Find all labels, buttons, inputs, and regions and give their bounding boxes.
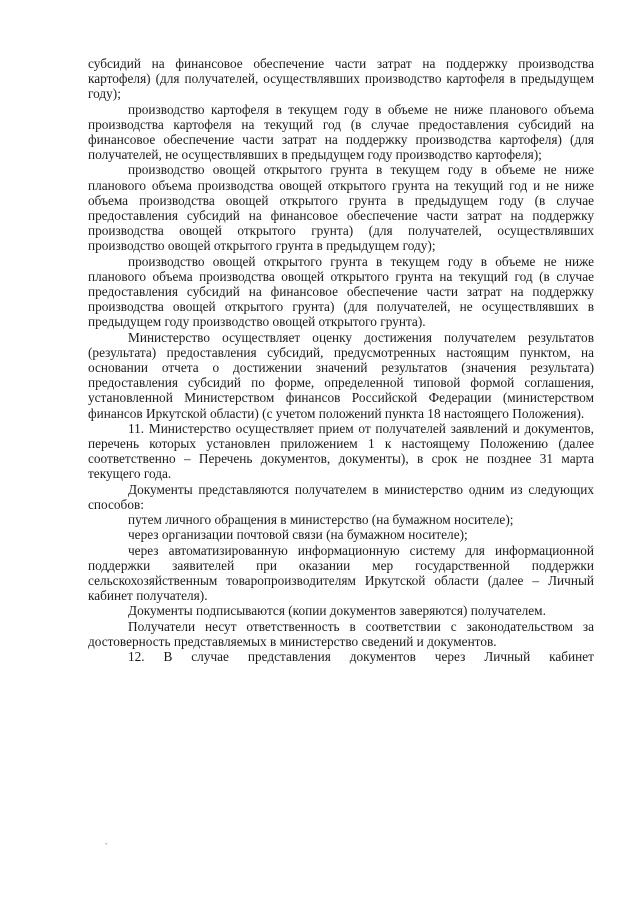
paragraph-potato-previous-year: субсидий на финансовое обеспечение части затрат на поддержку производства картофеля) (для получателей, осуществлявших производство картофеля в предыдущем году); bbox=[88, 56, 594, 102]
method-postal: через организации почтовой связи (на бумажном носителе); bbox=[128, 527, 468, 543]
method-in-person: путем личного обращения в министерство (на бумажном носителе); bbox=[128, 512, 514, 528]
margin-mark: · bbox=[104, 836, 109, 851]
paragraph-item-11: 11. Министерство осуществляет прием от получателей заявлений и документов, перечень которых установлен приложением 1 к настоящему Положению (далее соответственно – Перечень документов, документы), в срок не позднее 31 марта текущего года. bbox=[88, 420, 594, 482]
document-body bbox=[88, 56, 594, 664]
paragraph-vegetables-current-year: производство овощей открытого грунта в текущем году в объеме не ниже планового объема производства овощей открытого грунта на текущий год (в случае предоставления субсидий на финансовое обеспечение части затрат на поддержку производства овощей открытого грунта) (для получателей, не осуществлявших в предыдущем году производство овощей открытого грунта). bbox=[88, 253, 594, 330]
paragraph-signing: Документы подписываются (копии документов заверяются) получателем. bbox=[128, 603, 546, 619]
paragraph-submission-methods: Документы представляются получателем в министерство одним из следующих способов: bbox=[88, 481, 594, 512]
paragraph-vegetables-previous-year: производство овощей открытого грунта в текущем году в объеме не ниже планового объема производства овощей открытого грунта на текущий год и не ниже объема производства овощей открытого грунта в предыдущем году (в случае предоставления субсидий на финансовое обеспечение части затрат на поддержку производства овощей открытого грунта) (для получателей, осуществлявших производство овощей открытого грунта в предыдущем году); bbox=[88, 162, 594, 254]
method-personal-account: через автоматизированную информационную систему для информационной поддержки заявителей при оказании мер государственной поддержки сельскохозяйственным товаропроизводителям Иркутской области (далее – Личный кабинет получателя). bbox=[88, 542, 594, 604]
paragraph-ministry-evaluation: Министерство осуществляет оценку достижения получателем результатов (результата) предоставления субсидий, предусмотренных настоящим пунктом, на основании отчета о достижении значений результатов (значения результата) предоставления субсидий по форме, определенной типовой формой соглашения, установленной Министерством финансов Российской Федерации (министерством финансов Иркутской области) (с учетом положений пункта 18 настоящего Положения). bbox=[88, 329, 594, 421]
paragraph-item-12: 12. В случае представления документов через Личный кабинет bbox=[128, 648, 594, 664]
paragraph-responsibility: Получатели несут ответственность в соответствии с законодательством за достоверность представляемых в министерство сведений и документов. bbox=[88, 618, 594, 649]
paragraph-potato-current-year: производство картофеля в текущем году в объеме не ниже планового объема производства картофеля на текущий год (в случае предоставления субсидий на финансовое обеспечение части затрат на поддержку производства картофеля) (для получателей, не осуществлявших в предыдущем году производство картофеля); bbox=[88, 101, 594, 163]
